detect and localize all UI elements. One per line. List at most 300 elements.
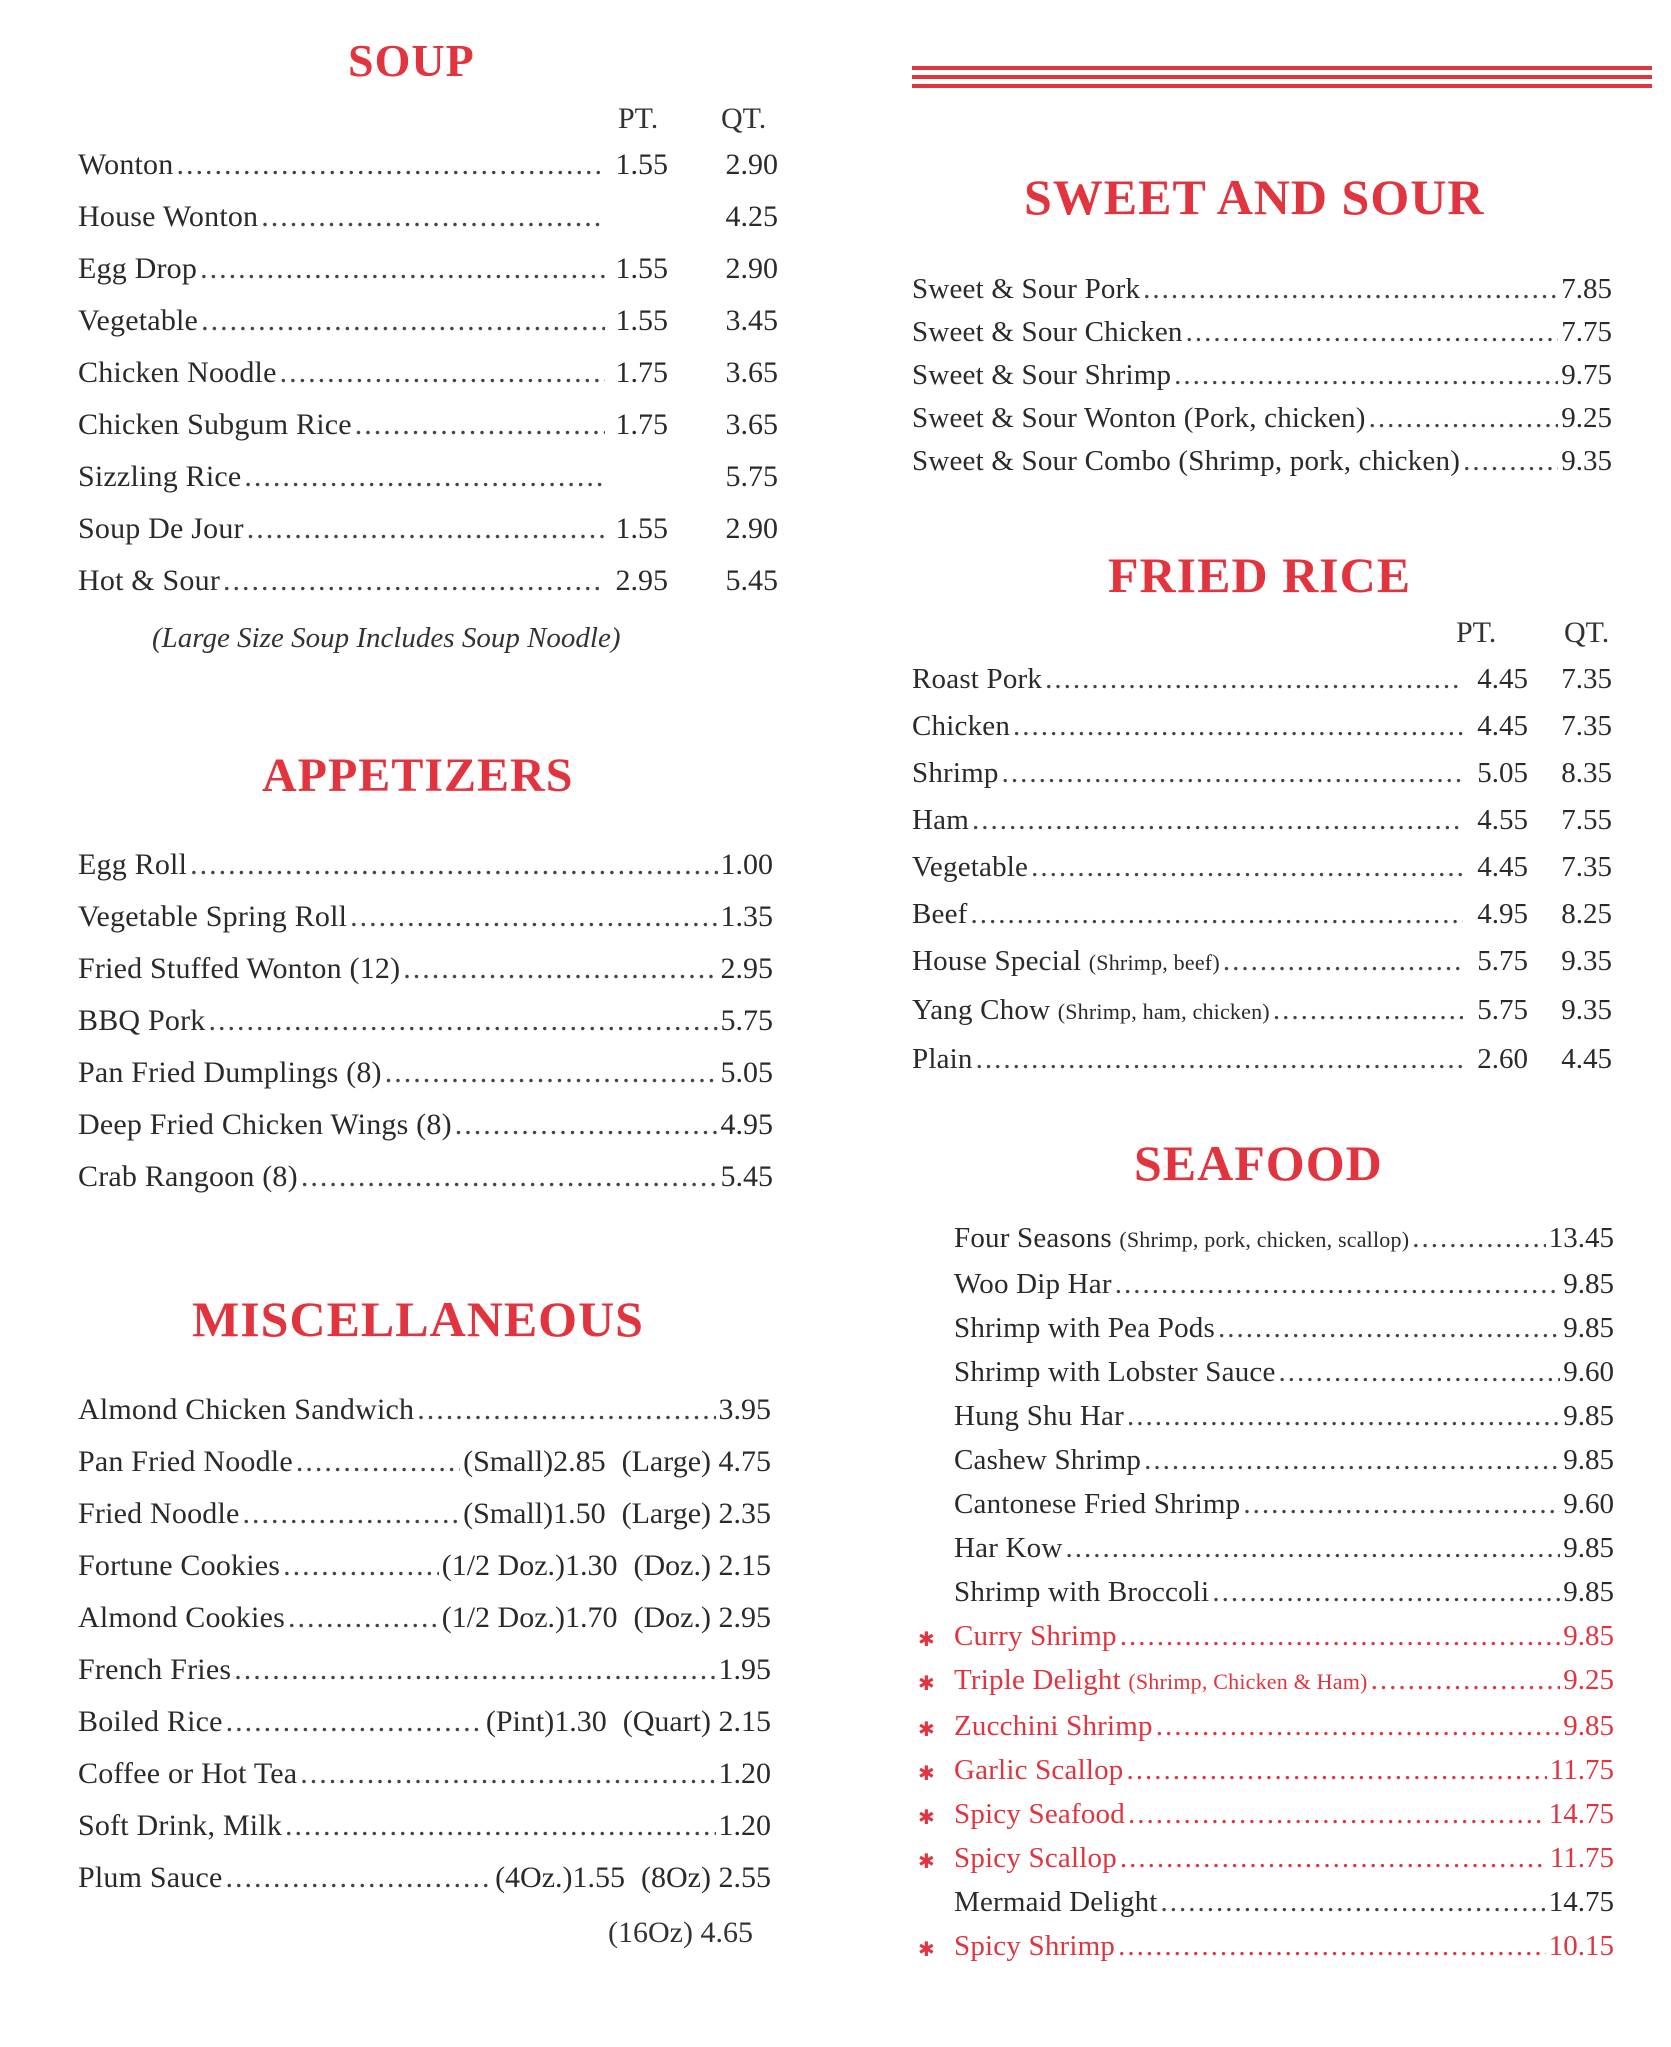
item-name [954, 1357, 1276, 1387]
leader-dots [243, 1499, 461, 1529]
price-quart: 9.35 [1561, 994, 1612, 1026]
price-quart: 2.90 [725, 148, 778, 181]
price-quart: 3.65 [725, 408, 778, 441]
misc-item [78, 1707, 771, 1737]
price-quart: 7.35 [1561, 710, 1612, 742]
misc-item [78, 1811, 771, 1841]
item-name-text: Shrimp with Broccoli [954, 1576, 1210, 1608]
soup-item [78, 566, 778, 596]
appetizers-list [78, 850, 773, 1214]
price-pint: 1.55 [615, 512, 668, 545]
item-name-text: Shrimp [912, 757, 999, 789]
leader-dots [1128, 1799, 1546, 1829]
price-pint: 4.45 [1477, 851, 1528, 883]
price-quart: 7.55 [1561, 804, 1612, 836]
leader-dots [226, 1707, 483, 1737]
item-name [912, 899, 968, 929]
item-name [954, 1711, 1153, 1741]
item-price: 9.60 [1563, 1356, 1614, 1388]
leader-dots [288, 1603, 439, 1633]
price-pint: 1.55 [615, 304, 668, 337]
item-name: BBQ Pork [78, 1004, 206, 1037]
price-quart: 8.35 [1561, 757, 1612, 789]
leader-dots [261, 202, 605, 232]
item-name: Boiled Rice [78, 1705, 223, 1738]
soup-pt-header: PT. [618, 102, 659, 135]
leader-dots [1174, 360, 1558, 390]
item-name: Egg Drop [78, 252, 198, 285]
leader-dots [1127, 1401, 1560, 1431]
price-large: (Doz.) 2.15 [633, 1549, 771, 1582]
sweet-sour-list [912, 274, 1612, 489]
item-price: 9.85 [1563, 1312, 1614, 1344]
spicy-star-icon: ✱ [918, 1629, 935, 1651]
price-pint: 4.45 [1477, 663, 1528, 695]
soup-item [78, 254, 778, 284]
soup-heading: SOUP [348, 35, 475, 86]
soup-item [78, 358, 778, 388]
leader-dots [176, 150, 605, 180]
soup-item [78, 202, 778, 232]
item-name [912, 852, 1028, 882]
leader-dots [1013, 711, 1463, 741]
item-price: 13.45 [1548, 1222, 1614, 1254]
item-name [954, 1799, 1125, 1829]
leader-dots [1002, 758, 1463, 788]
item-name-text: Woo Dip Har [954, 1268, 1112, 1300]
seafood-item [918, 1710, 1614, 1742]
leader-dots [190, 850, 717, 880]
soup-item [78, 462, 778, 492]
item-name [954, 1313, 1215, 1343]
item-name: Plum Sauce [78, 1861, 223, 1894]
price-quart: 3.45 [725, 304, 778, 337]
leader-dots [1463, 446, 1558, 476]
misc-item [78, 1655, 771, 1685]
fried-rice-item [912, 946, 1612, 978]
price-large: 3.95 [718, 1393, 771, 1426]
item-name [912, 805, 969, 835]
item-price: 9.85 [1563, 1620, 1614, 1652]
item-name-text: Shrimp with Pea Pods [954, 1312, 1215, 1344]
item-price: 9.85 [1563, 1710, 1614, 1742]
item-name-text: Spicy Scallop [954, 1842, 1117, 1874]
item-name-text: Cashew Shrimp [954, 1444, 1142, 1476]
item-name [954, 1755, 1124, 1785]
leader-dots [1212, 1577, 1560, 1607]
leader-dots [296, 1447, 460, 1477]
leader-dots [1144, 1445, 1560, 1475]
item-name: Egg Roll [78, 848, 188, 881]
item-name-text: Roast Pork [912, 663, 1043, 695]
leader-dots [208, 1006, 717, 1036]
item-name [954, 1577, 1209, 1607]
item-name [954, 1533, 1063, 1563]
fried-rice-item [912, 758, 1612, 788]
spicy-star-icon: ✱ [918, 1851, 935, 1873]
price-pint: 1.55 [615, 148, 668, 181]
item-name-text: Spicy Shrimp [954, 1930, 1116, 1962]
price-quart: 8.25 [1561, 898, 1612, 930]
leader-dots [1120, 1621, 1561, 1651]
item-name-text: Curry Shrimp [954, 1620, 1117, 1652]
item-price: 14.75 [1548, 1886, 1614, 1918]
item-name [912, 995, 1270, 1027]
spicy-star-icon: ✱ [918, 1673, 935, 1695]
leader-dots [1066, 1533, 1561, 1563]
item-name: Fortune Cookies [78, 1549, 281, 1582]
soup-item [78, 410, 778, 440]
item-name: Sweet & Sour Shrimp [912, 359, 1172, 391]
leader-dots [234, 1655, 715, 1685]
misc-heading: MISCELLANEOUS [192, 1291, 644, 1347]
seafood-item [918, 1620, 1614, 1652]
seafood-item [954, 1269, 1614, 1299]
item-price: 5.75 [720, 1004, 773, 1037]
misc-item [78, 1499, 771, 1529]
leader-dots [1120, 1843, 1547, 1873]
seafood-item [954, 1401, 1614, 1431]
seafood-heading: SEAFOOD [1134, 1135, 1383, 1191]
price-quart: 9.35 [1561, 945, 1612, 977]
price-pint: 4.55 [1477, 804, 1528, 836]
spicy-star-icon: ✱ [918, 1763, 935, 1785]
item-name [912, 946, 1220, 978]
soup-item [78, 306, 778, 336]
item-price: 7.75 [1561, 316, 1612, 348]
leader-dots [1031, 852, 1463, 882]
item-name-text: Garlic Scallop [954, 1754, 1124, 1786]
item-name [912, 711, 1010, 741]
leader-dots [223, 566, 605, 596]
appetizers-heading: APPETIZERS [262, 749, 574, 802]
leader-dots [355, 410, 605, 440]
price-small: (Small)1.50 [463, 1497, 606, 1530]
item-name-text: Four Seasons [954, 1222, 1112, 1254]
sweet-sour-item [912, 403, 1612, 433]
item-name [912, 758, 999, 788]
item-name: Chicken Noodle [78, 356, 277, 389]
price-pint: 5.75 [1477, 945, 1528, 977]
spicy-star-icon: ✱ [918, 1939, 935, 1961]
item-price: 9.85 [1563, 1532, 1614, 1564]
item-name-text: Yang Chow [912, 994, 1051, 1026]
item-name [954, 1621, 1117, 1651]
item-name-text: Beef [912, 898, 968, 930]
item-note: (Shrimp, pork, chicken, scallop) [1119, 1227, 1410, 1252]
price-pint: 4.95 [1477, 898, 1528, 930]
item-price: 5.05 [720, 1056, 773, 1089]
leader-dots [280, 358, 605, 388]
soup-qt-header: QT. [721, 102, 767, 135]
leader-dots [976, 1044, 1463, 1074]
item-name-text: Chicken [912, 710, 1011, 742]
appetizer-item [78, 902, 773, 932]
item-name-text: Spicy Seafood [954, 1798, 1125, 1830]
price-quart: 7.35 [1561, 663, 1612, 695]
item-note: (Shrimp, ham, chicken) [1057, 999, 1270, 1024]
seafood-item [954, 1357, 1614, 1387]
misc-item [78, 1447, 771, 1477]
price-pint: 4.45 [1477, 710, 1528, 742]
appetizer-item [78, 1006, 773, 1036]
fried-rice-item [912, 805, 1612, 835]
fried-rice-item [912, 995, 1612, 1027]
item-price: 7.85 [1561, 273, 1612, 305]
item-price: 1.35 [720, 900, 773, 933]
item-name: Coffee or Hot Tea [78, 1757, 298, 1790]
price-quart: 3.65 [725, 356, 778, 389]
item-name: Sweet & Sour Chicken [912, 316, 1183, 348]
item-name [954, 1223, 1409, 1255]
leader-dots [200, 254, 605, 284]
price-pint: 1.75 [615, 408, 668, 441]
misc-extra-price: (16Oz) 4.65 [608, 1916, 753, 1949]
misc-item [78, 1759, 771, 1789]
price-quart: 4.25 [725, 200, 778, 233]
item-name: Crab Rangoon (8) [78, 1160, 298, 1193]
sweet-sour-item [912, 360, 1612, 390]
leader-dots [301, 1162, 718, 1192]
item-name: Almond Cookies [78, 1601, 285, 1634]
item-name [954, 1401, 1124, 1431]
item-price: 1.00 [720, 848, 773, 881]
item-name: Fried Noodle [78, 1497, 240, 1530]
leader-dots [1115, 1269, 1561, 1299]
item-name: Hot & Sour [78, 564, 221, 597]
item-price: 14.75 [1548, 1798, 1614, 1830]
misc-item [78, 1395, 771, 1425]
item-name: Almond Chicken Sandwich [78, 1393, 415, 1426]
leader-dots [1127, 1755, 1547, 1785]
leader-dots [201, 306, 605, 336]
item-price: 9.35 [1561, 445, 1612, 477]
seafood-item [954, 1223, 1614, 1255]
fried-rice-item [912, 852, 1612, 882]
item-name: Deep Fried Chicken Wings (8) [78, 1108, 452, 1141]
seafood-item [918, 1798, 1614, 1830]
item-name-text: Ham [912, 804, 969, 836]
appetizer-item [78, 954, 773, 984]
price-large: (Quart) 2.15 [622, 1705, 771, 1738]
item-name-text: Zucchini Shrimp [954, 1710, 1153, 1742]
leader-dots [1369, 403, 1559, 433]
leader-dots [1186, 317, 1559, 347]
item-name: Sweet & Sour Combo (Shrimp, pork, chicken) [912, 445, 1461, 477]
item-price: 9.85 [1563, 1268, 1614, 1300]
item-name: Sweet & Sour Pork [912, 273, 1141, 305]
item-price: 9.60 [1563, 1488, 1614, 1520]
price-pint: 2.95 [615, 564, 668, 597]
leader-dots [1143, 274, 1558, 304]
fried-rice-heading: FRIED RICE [1108, 547, 1412, 603]
price-large: (Large) 2.35 [621, 1497, 771, 1530]
item-name [954, 1665, 1368, 1697]
leader-dots [1223, 946, 1463, 976]
decorative-double-rule [912, 66, 1652, 93]
leader-dots [1279, 1357, 1561, 1387]
leader-dots [1161, 1887, 1546, 1917]
item-note: (Shrimp, Chicken & Ham) [1128, 1669, 1368, 1694]
item-price: 9.25 [1563, 1664, 1614, 1696]
sweet-sour-heading: SWEET AND SOUR [1024, 169, 1485, 225]
soup-list [78, 150, 778, 618]
item-name [954, 1887, 1158, 1917]
sweet-sour-item [912, 274, 1612, 304]
price-small: (1/2 Doz.)1.30 [441, 1549, 618, 1582]
leader-dots [1371, 1665, 1561, 1695]
fried-rice-qt-header: QT. [1564, 616, 1610, 649]
fried-rice-item [912, 711, 1612, 741]
leader-dots [1118, 1931, 1546, 1961]
seafood-item [954, 1533, 1614, 1563]
leader-dots [972, 805, 1463, 835]
appetizer-item [78, 850, 773, 880]
price-pint: 5.75 [1477, 994, 1528, 1026]
item-name [954, 1445, 1141, 1475]
seafood-item [954, 1887, 1614, 1917]
leader-dots [417, 1395, 715, 1425]
item-price: 5.45 [720, 1160, 773, 1193]
item-name: Sizzling Rice [78, 460, 242, 493]
leader-dots [1412, 1223, 1546, 1253]
price-large: (8Oz) 2.55 [641, 1861, 771, 1894]
price-large: 1.20 [718, 1757, 771, 1790]
item-price: 11.75 [1549, 1842, 1614, 1874]
seafood-item [954, 1489, 1614, 1519]
spicy-star-icon: ✱ [918, 1719, 935, 1741]
misc-list [78, 1395, 771, 1915]
leader-dots [1243, 1489, 1560, 1519]
item-name-text: Cantonese Fried Shrimp [954, 1488, 1241, 1520]
item-name [954, 1843, 1117, 1873]
appetizer-item [78, 1058, 773, 1088]
fried-rice-list [912, 664, 1612, 1091]
item-name-text: Mermaid Delight [954, 1886, 1158, 1918]
item-name-text: Hung Shu Har [954, 1400, 1124, 1432]
item-name: Soft Drink, Milk [78, 1809, 283, 1842]
price-large: 1.20 [718, 1809, 771, 1842]
item-name: House Wonton [78, 200, 259, 233]
item-price: 10.15 [1548, 1930, 1614, 1962]
seafood-item [954, 1577, 1614, 1607]
item-price: 9.75 [1561, 359, 1612, 391]
seafood-item [918, 1930, 1614, 1962]
item-name: Vegetable Spring Roll [78, 900, 348, 933]
price-quart: 5.45 [725, 564, 778, 597]
item-name-text: Plain [912, 1043, 973, 1075]
seafood-item [954, 1313, 1614, 1343]
item-name [912, 664, 1042, 694]
item-price: 4.95 [720, 1108, 773, 1141]
item-name: Wonton [78, 148, 174, 181]
item-price: 9.85 [1563, 1444, 1614, 1476]
item-price: 11.75 [1549, 1754, 1614, 1786]
misc-item [78, 1603, 771, 1633]
seafood-item [954, 1445, 1614, 1475]
price-pint: 1.75 [615, 356, 668, 389]
leader-dots [1218, 1313, 1560, 1343]
item-name-text: Vegetable [912, 851, 1029, 883]
item-name [912, 1044, 973, 1074]
price-quart: 4.45 [1561, 1043, 1612, 1075]
fried-rice-item [912, 899, 1612, 929]
item-name [954, 1269, 1112, 1299]
item-price: 9.85 [1563, 1576, 1614, 1608]
price-quart: 7.35 [1561, 851, 1612, 883]
price-large: (Large) 4.75 [621, 1445, 771, 1478]
leader-dots [350, 902, 717, 932]
item-name [954, 1489, 1240, 1519]
leader-dots [300, 1759, 715, 1789]
leader-dots [1273, 995, 1463, 1025]
item-name-text: Har Kow [954, 1532, 1063, 1564]
price-pint: 2.60 [1477, 1043, 1528, 1075]
price-pint: 1.55 [615, 252, 668, 285]
item-note: (Shrimp, beef) [1088, 950, 1220, 975]
item-name: Vegetable [78, 304, 199, 337]
misc-item [78, 1863, 771, 1893]
fried-rice-item [912, 1044, 1612, 1074]
item-name: Chicken Subgum Rice [78, 408, 352, 441]
soup-item [78, 514, 778, 544]
item-name-text: House Special [912, 945, 1082, 977]
item-name-text: Shrimp with Lobster Sauce [954, 1356, 1276, 1388]
item-name: Soup De Jour [78, 512, 244, 545]
misc-item [78, 1551, 771, 1581]
price-large: 1.95 [718, 1653, 771, 1686]
item-price: 9.25 [1561, 402, 1612, 434]
item-name: French Fries [78, 1653, 232, 1686]
item-name [954, 1931, 1115, 1961]
spicy-star-icon: ✱ [918, 1807, 935, 1829]
leader-dots [1045, 664, 1463, 694]
seafood-list [918, 1222, 1614, 1975]
leader-dots [226, 1863, 493, 1893]
seafood-item [918, 1664, 1614, 1697]
appetizer-item [78, 1110, 773, 1140]
leader-dots [455, 1110, 718, 1140]
soup-item [78, 150, 778, 180]
price-quart: 2.90 [725, 252, 778, 285]
leader-dots [1156, 1711, 1561, 1741]
item-price: 2.95 [720, 952, 773, 985]
item-price: 9.85 [1563, 1400, 1614, 1432]
item-name: Pan Fried Dumplings (8) [78, 1056, 382, 1089]
sweet-sour-item [912, 446, 1612, 476]
price-small: (1/2 Doz.)1.70 [441, 1601, 618, 1634]
soup-footnote: (Large Size Soup Includes Soup Noodle) [152, 622, 621, 654]
seafood-item [918, 1754, 1614, 1786]
leader-dots [971, 899, 1463, 929]
fried-rice-pt-header: PT. [1456, 616, 1497, 649]
item-name: Pan Fried Noodle [78, 1445, 293, 1478]
price-small: (Pint)1.30 [485, 1705, 607, 1738]
price-small: (4Oz.)1.55 [495, 1861, 626, 1894]
price-small: (Small)2.85 [463, 1445, 606, 1478]
appetizer-item [78, 1162, 773, 1192]
sweet-sour-item [912, 317, 1612, 347]
price-large: (Doz.) 2.95 [633, 1601, 771, 1634]
item-name-text: Triple Delight [954, 1664, 1121, 1696]
leader-dots [385, 1058, 718, 1088]
fried-rice-item [912, 664, 1612, 694]
price-pint: 5.05 [1477, 757, 1528, 789]
leader-dots [247, 514, 605, 544]
leader-dots [244, 462, 605, 492]
price-quart: 5.75 [725, 460, 778, 493]
leader-dots [283, 1551, 439, 1581]
